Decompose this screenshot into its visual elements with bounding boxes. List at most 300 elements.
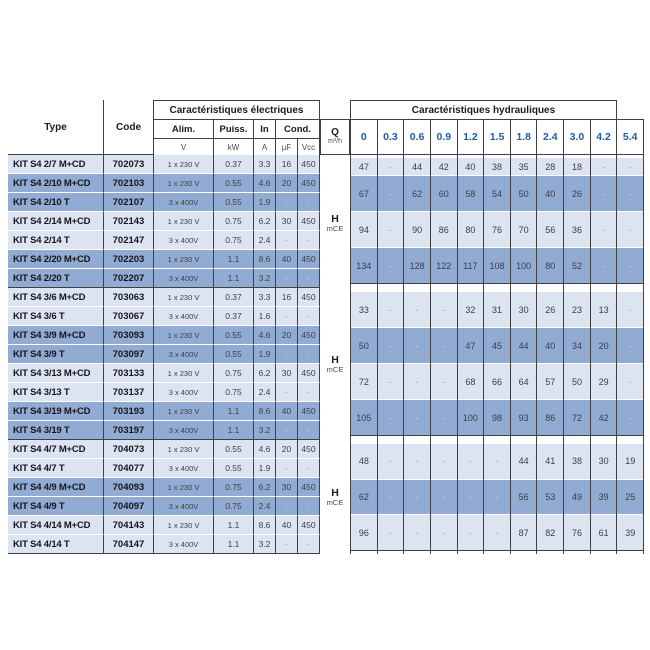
in-cell: 3.2	[254, 421, 276, 440]
head-value-cell: -	[617, 400, 643, 435]
hydraulic-column	[430, 155, 457, 554]
head-value-cell: 62	[404, 176, 430, 212]
head-value-cell: 66	[484, 364, 510, 400]
head-value-cell: 44	[511, 328, 537, 364]
head-unit: mCE	[326, 497, 344, 507]
table-row	[8, 193, 320, 212]
flow-rate-header-cell: 1.2	[457, 119, 484, 155]
in-cell: 2.4	[254, 231, 276, 250]
head-value-cell: 36	[564, 212, 590, 248]
vcc-cell: -	[298, 345, 320, 364]
table-row	[8, 212, 320, 231]
head-value-cell: 96	[351, 515, 377, 550]
code-cell: 703097	[104, 345, 154, 364]
head-value-cell: -	[617, 248, 643, 283]
uf-cell: -	[276, 421, 298, 440]
head-value-cell: 60	[431, 176, 457, 212]
head-value-cell: 47	[351, 158, 377, 176]
head-value-cell: -	[404, 400, 430, 435]
type-cell: KIT S4 4/14 T	[8, 535, 104, 554]
code-cell: 703193	[104, 402, 154, 421]
hydraulic-column	[563, 155, 590, 554]
head-value-cell: 18	[564, 158, 590, 176]
hydraulic-column	[403, 155, 430, 554]
head-value-cell: 82	[537, 515, 563, 550]
in-cell: 8.6	[254, 516, 276, 535]
flow-q-header: Q m³/h	[320, 119, 350, 155]
head-value-cell: 49	[564, 480, 590, 516]
puiss-cell: 0.37	[214, 307, 254, 326]
head-value-cell: -	[591, 176, 617, 212]
puissance-column-header: Puiss. kW	[214, 120, 254, 156]
hydraulic-column	[483, 155, 510, 554]
vcc-cell: 450	[298, 250, 320, 269]
head-value-cell: -	[378, 158, 404, 176]
uf-cell: 30	[276, 478, 298, 497]
code-cell: 703137	[104, 383, 154, 402]
flow-rate-header-cell: 4.2	[590, 119, 617, 155]
table-row	[8, 478, 320, 497]
in-cell: 4.6	[254, 174, 276, 193]
hydraulic-group-block	[564, 158, 590, 284]
hydraulic-group-block	[431, 158, 457, 284]
table-row	[8, 345, 320, 364]
type-column-header: Type	[8, 100, 104, 155]
alim-cell: 3 x 400V	[154, 307, 214, 326]
head-value-cell: 33	[351, 292, 377, 328]
head-value-cell: 54	[484, 176, 510, 212]
hydraulic-column	[377, 155, 404, 554]
head-value-cell: -	[431, 444, 457, 480]
uf-cell: -	[276, 231, 298, 250]
uf-cell: 40	[276, 516, 298, 535]
hydraulic-group-block	[617, 158, 643, 284]
code-cell: 702103	[104, 174, 154, 193]
head-value-cell: 25	[617, 480, 643, 516]
table-row	[8, 402, 320, 421]
uf-cell: -	[276, 307, 298, 326]
vcc-cell: 450	[298, 402, 320, 421]
type-cell: KIT S4 3/19 T	[8, 421, 104, 440]
hydraulic-group-block	[351, 158, 377, 284]
head-value-cell: 38	[564, 444, 590, 480]
puiss-cell: 0.75	[214, 364, 254, 383]
hydraulic-group-block	[564, 292, 590, 436]
head-value-cell: -	[591, 158, 617, 176]
hydraulic-group-block	[404, 292, 430, 436]
head-value-cell: 28	[537, 158, 563, 176]
hydraulic-group-block	[458, 292, 484, 436]
code-column-header: Code	[104, 100, 154, 155]
hydraulic-group-block	[351, 444, 377, 551]
vcc-cell: -	[298, 231, 320, 250]
in-cell: 1.9	[254, 459, 276, 478]
head-value-cell: -	[378, 248, 404, 283]
vcc-cell: -	[298, 421, 320, 440]
vcc-cell: -	[298, 193, 320, 212]
hydraulic-group-block	[591, 158, 617, 284]
head-value-cell: -	[458, 480, 484, 516]
head-value-cell: 80	[537, 248, 563, 283]
vcc-cell: -	[298, 459, 320, 478]
puiss-cell: 0.75	[214, 212, 254, 231]
head-value-cell: -	[431, 292, 457, 328]
type-cell: KIT S4 2/10 M+CD	[8, 174, 104, 193]
in-cell: 2.4	[254, 497, 276, 516]
hydraulic-group-block	[458, 158, 484, 284]
puiss-cell: 1.1	[214, 250, 254, 269]
table-row	[8, 231, 320, 250]
head-value-cell: 76	[564, 515, 590, 550]
head-value-cell: 30	[591, 444, 617, 480]
alim-cell: 1 x 230 V	[154, 212, 214, 231]
table-row	[8, 155, 320, 174]
head-value-cell: 94	[351, 212, 377, 248]
hydraulic-group-block	[511, 444, 537, 551]
uf-unit-label: µF	[276, 139, 298, 156]
alim-cell: 1 x 230 V	[154, 402, 214, 421]
head-value-cell: 53	[537, 480, 563, 516]
head-value-cell: 56	[511, 480, 537, 516]
head-value-cell: -	[378, 292, 404, 328]
hydraulic-group-block	[617, 292, 643, 436]
electrical-header-group	[154, 100, 320, 155]
head-value-cell: 32	[458, 292, 484, 328]
hydraulic-column	[510, 155, 537, 554]
code-cell: 703133	[104, 364, 154, 383]
head-value-cell: -	[378, 515, 404, 550]
code-cell: 702073	[104, 155, 154, 174]
table-row	[8, 364, 320, 383]
alim-column-header: Alim. V	[154, 120, 214, 156]
in-cell: 3.3	[254, 155, 276, 174]
alim-cell: 1 x 230 V	[154, 288, 214, 307]
hydraulic-column	[590, 155, 617, 554]
hydraulic-group-block	[591, 292, 617, 436]
alim-cell: 1 x 230 V	[154, 478, 214, 497]
head-value-cell: 40	[537, 328, 563, 364]
code-cell: 704093	[104, 478, 154, 497]
head-value-cell: -	[484, 480, 510, 516]
alim-cell: 3 x 400V	[154, 497, 214, 516]
flow-rate-header-cell: 0	[350, 119, 377, 155]
head-value-cell: 50	[351, 328, 377, 364]
head-value-cell: 86	[537, 400, 563, 435]
head-value-cell: 39	[617, 515, 643, 550]
head-value-cell: -	[378, 328, 404, 364]
type-cell: KIT S4 4/7 M+CD	[8, 440, 104, 459]
code-cell: 703063	[104, 288, 154, 307]
alim-cell: 1 x 230 V	[154, 326, 214, 345]
head-value-cell: 42	[591, 400, 617, 435]
head-value-cell: 47	[458, 328, 484, 364]
head-value-cell: 80	[458, 212, 484, 248]
head-value-cell: 90	[404, 212, 430, 248]
code-cell: 704143	[104, 516, 154, 535]
table-row	[8, 516, 320, 535]
head-value-cell: 72	[564, 400, 590, 435]
head-value-cell: -	[431, 515, 457, 550]
head-value-cell: -	[431, 364, 457, 400]
head-value-cell: 50	[564, 364, 590, 400]
vcc-unit-label: Vcc	[298, 139, 319, 156]
head-value-cell: 29	[591, 364, 617, 400]
in-cell: 4.6	[254, 326, 276, 345]
puiss-cell: 1.1	[214, 535, 254, 554]
puiss-cell: 0.55	[214, 440, 254, 459]
type-cell: KIT S4 2/20 T	[8, 269, 104, 288]
head-value-cell: -	[617, 328, 643, 364]
alim-cell: 3 x 400V	[154, 193, 214, 212]
head-value-cell: 98	[484, 400, 510, 435]
uf-cell: 30	[276, 364, 298, 383]
head-value-cell: 64	[511, 364, 537, 400]
type-cell: KIT S4 3/6 T	[8, 307, 104, 326]
head-value-cell: 50	[511, 176, 537, 212]
type-cell: KIT S4 2/10 T	[8, 193, 104, 212]
in-cell: 4.6	[254, 440, 276, 459]
alim-cell: 3 x 400V	[154, 269, 214, 288]
type-cell: KIT S4 3/19 M+CD	[8, 402, 104, 421]
head-value-cell: 87	[511, 515, 537, 550]
table-body	[8, 155, 644, 554]
head-value-cell: 13	[591, 292, 617, 328]
head-value-cell: 100	[511, 248, 537, 283]
table-header	[8, 100, 644, 155]
head-value-cell: 72	[351, 364, 377, 400]
flow-label-column	[320, 100, 350, 155]
vcc-cell: -	[298, 307, 320, 326]
code-cell: 702143	[104, 212, 154, 231]
flow-rate-header-cell: 2.4	[536, 119, 563, 155]
flow-rate-header-row	[350, 119, 644, 155]
head-value-cell: 67	[351, 176, 377, 212]
type-cell: KIT S4 3/13 M+CD	[8, 364, 104, 383]
type-cell: KIT S4 4/9 M+CD	[8, 478, 104, 497]
head-value-cell: 105	[351, 400, 377, 435]
code-cell: 702107	[104, 193, 154, 212]
in-cell: 3.2	[254, 535, 276, 554]
head-value-cell: 41	[537, 444, 563, 480]
puiss-cell: 0.75	[214, 383, 254, 402]
code-cell: 702203	[104, 250, 154, 269]
code-cell: 703067	[104, 307, 154, 326]
type-cell: KIT S4 3/13 T	[8, 383, 104, 402]
head-value-cell: -	[617, 176, 643, 212]
type-cell: KIT S4 2/20 M+CD	[8, 250, 104, 269]
puiss-cell: 0.55	[214, 193, 254, 212]
head-letter: H	[331, 353, 339, 366]
puiss-cell: 1.1	[214, 269, 254, 288]
puiss-cell: 0.37	[214, 288, 254, 307]
uf-cell: -	[276, 535, 298, 554]
head-value-cell: -	[458, 444, 484, 480]
hydraulic-group-block	[564, 444, 590, 551]
type-cell: KIT S4 3/9 M+CD	[8, 326, 104, 345]
puiss-cell: 0.55	[214, 174, 254, 193]
vcc-cell: 450	[298, 155, 320, 174]
product-spec-table	[8, 100, 644, 554]
hydraulic-group-block	[511, 158, 537, 284]
head-value-cell: -	[591, 248, 617, 283]
in-cell: 8.6	[254, 402, 276, 421]
hydraulic-group-block	[484, 444, 510, 551]
puiss-cell: 0.75	[214, 478, 254, 497]
uf-cell: 20	[276, 440, 298, 459]
vcc-cell: -	[298, 383, 320, 402]
head-value-cell: 68	[458, 364, 484, 400]
alim-cell: 1 x 230 V	[154, 250, 214, 269]
flow-rate-header-cell: 5.4	[616, 119, 644, 155]
head-value-cell: -	[431, 328, 457, 364]
uf-cell: -	[276, 497, 298, 516]
head-letter: H	[331, 212, 339, 225]
flow-rate-header-cell: 0.3	[377, 119, 404, 155]
vcc-cell: 450	[298, 212, 320, 231]
hydraulic-group-block	[378, 444, 404, 551]
head-value-cell: -	[378, 480, 404, 516]
puiss-cell: 1.1	[214, 516, 254, 535]
vcc-cell: 450	[298, 326, 320, 345]
hydraulic-column	[536, 155, 563, 554]
head-value-cell: -	[404, 444, 430, 480]
head-value-cell: -	[378, 444, 404, 480]
head-value-cell: -	[484, 515, 510, 550]
head-value-cell: 57	[537, 364, 563, 400]
uf-cell: 16	[276, 155, 298, 174]
hydraulic-group-block	[458, 444, 484, 551]
hydraulic-group-block	[484, 158, 510, 284]
head-label-column	[320, 155, 350, 554]
hydraulic-column	[457, 155, 484, 554]
head-value-cell: -	[404, 292, 430, 328]
alim-cell: 3 x 400V	[154, 535, 214, 554]
head-value-cell: -	[378, 400, 404, 435]
hydraulic-group-block	[617, 444, 643, 551]
uf-cell: 30	[276, 212, 298, 231]
head-value-cell: 38	[484, 158, 510, 176]
in-cell: 6.2	[254, 478, 276, 497]
puiss-cell: 0.55	[214, 345, 254, 364]
vcc-cell: -	[298, 535, 320, 554]
alim-cell: 3 x 400V	[154, 421, 214, 440]
in-cell: 3.2	[254, 269, 276, 288]
head-value-cell: 35	[511, 158, 537, 176]
table-row	[8, 421, 320, 440]
head-value-cell: 40	[537, 176, 563, 212]
current-column-header: In A	[254, 120, 276, 156]
head-value-cell: -	[378, 212, 404, 248]
head-letter: H	[331, 486, 339, 499]
in-cell: 6.2	[254, 212, 276, 231]
table-row	[8, 326, 320, 345]
hydraulic-group-block	[404, 444, 430, 551]
head-value-cell: 26	[564, 176, 590, 212]
hydraulic-group-block	[591, 444, 617, 551]
type-cell: KIT S4 2/14 T	[8, 231, 104, 250]
table-row	[8, 269, 320, 288]
in-cell: 6.2	[254, 364, 276, 383]
head-value-cell: 48	[351, 444, 377, 480]
head-value-cell: 52	[564, 248, 590, 283]
condensateur-column-header: Cond. µF Vcc	[276, 120, 320, 156]
alim-cell: 1 x 230 V	[154, 174, 214, 193]
hydraulic-group-block	[378, 158, 404, 284]
hydraulic-section-title: Caractéristiques hydrauliques	[350, 100, 617, 119]
head-value-cell: -	[617, 364, 643, 400]
table-row	[8, 250, 320, 269]
head-value-cell: -	[404, 328, 430, 364]
uf-cell: -	[276, 269, 298, 288]
flow-rate-header-cell: 3.0	[563, 119, 590, 155]
hydraulic-group-block	[537, 292, 563, 436]
head-value-cell: 62	[351, 480, 377, 516]
puiss-cell: 1.1	[214, 421, 254, 440]
head-unit-label	[320, 158, 350, 288]
type-cell: KIT S4 2/7 M+CD	[8, 155, 104, 174]
head-value-cell: 117	[458, 248, 484, 283]
alim-cell: 3 x 400V	[154, 231, 214, 250]
puiss-cell: 0.75	[214, 231, 254, 250]
head-value-cell: -	[458, 515, 484, 550]
hydraulic-values-section	[350, 155, 644, 554]
alim-cell: 3 x 400V	[154, 383, 214, 402]
hydraulic-group-block	[511, 292, 537, 436]
head-value-cell: 44	[511, 444, 537, 480]
head-unit: mCE	[326, 223, 344, 233]
in-cell: 1.6	[254, 307, 276, 326]
head-unit-label	[320, 440, 350, 554]
head-value-cell: 40	[458, 158, 484, 176]
uf-cell: -	[276, 193, 298, 212]
head-value-cell: 61	[591, 515, 617, 550]
code-cell: 703197	[104, 421, 154, 440]
type-cell: KIT S4 3/9 T	[8, 345, 104, 364]
head-value-cell: -	[617, 212, 643, 248]
table-row	[8, 307, 320, 326]
head-value-cell: -	[378, 364, 404, 400]
hydraulic-group-block	[484, 292, 510, 436]
hydraulic-group-block	[378, 292, 404, 436]
electrical-section-title: Caractéristiques électriques	[154, 101, 320, 120]
vcc-cell: 450	[298, 478, 320, 497]
type-cell: KIT S4 4/9 T	[8, 497, 104, 516]
flow-rate-header-cell: 1.5	[483, 119, 510, 155]
table-row	[8, 383, 320, 402]
code-cell: 704073	[104, 440, 154, 459]
hydraulic-column	[350, 155, 377, 554]
head-value-cell: 108	[484, 248, 510, 283]
hydraulic-column	[616, 155, 644, 554]
head-value-cell: 128	[404, 248, 430, 283]
uf-cell: 16	[276, 288, 298, 307]
flow-rate-header-cell: 1.8	[510, 119, 537, 155]
head-value-cell: -	[404, 364, 430, 400]
hydraulic-group-block	[537, 158, 563, 284]
head-value-cell: 70	[511, 212, 537, 248]
head-value-cell: 86	[431, 212, 457, 248]
uf-cell: 20	[276, 326, 298, 345]
hydraulic-group-block	[537, 444, 563, 551]
puiss-cell: 0.55	[214, 459, 254, 478]
head-value-cell: -	[431, 480, 457, 516]
uf-cell: -	[276, 383, 298, 402]
alim-cell: 1 x 230 V	[154, 440, 214, 459]
in-cell: 8.6	[254, 250, 276, 269]
head-value-cell: -	[431, 400, 457, 435]
type-cell: KIT S4 4/7 T	[8, 459, 104, 478]
head-value-cell: -	[484, 444, 510, 480]
